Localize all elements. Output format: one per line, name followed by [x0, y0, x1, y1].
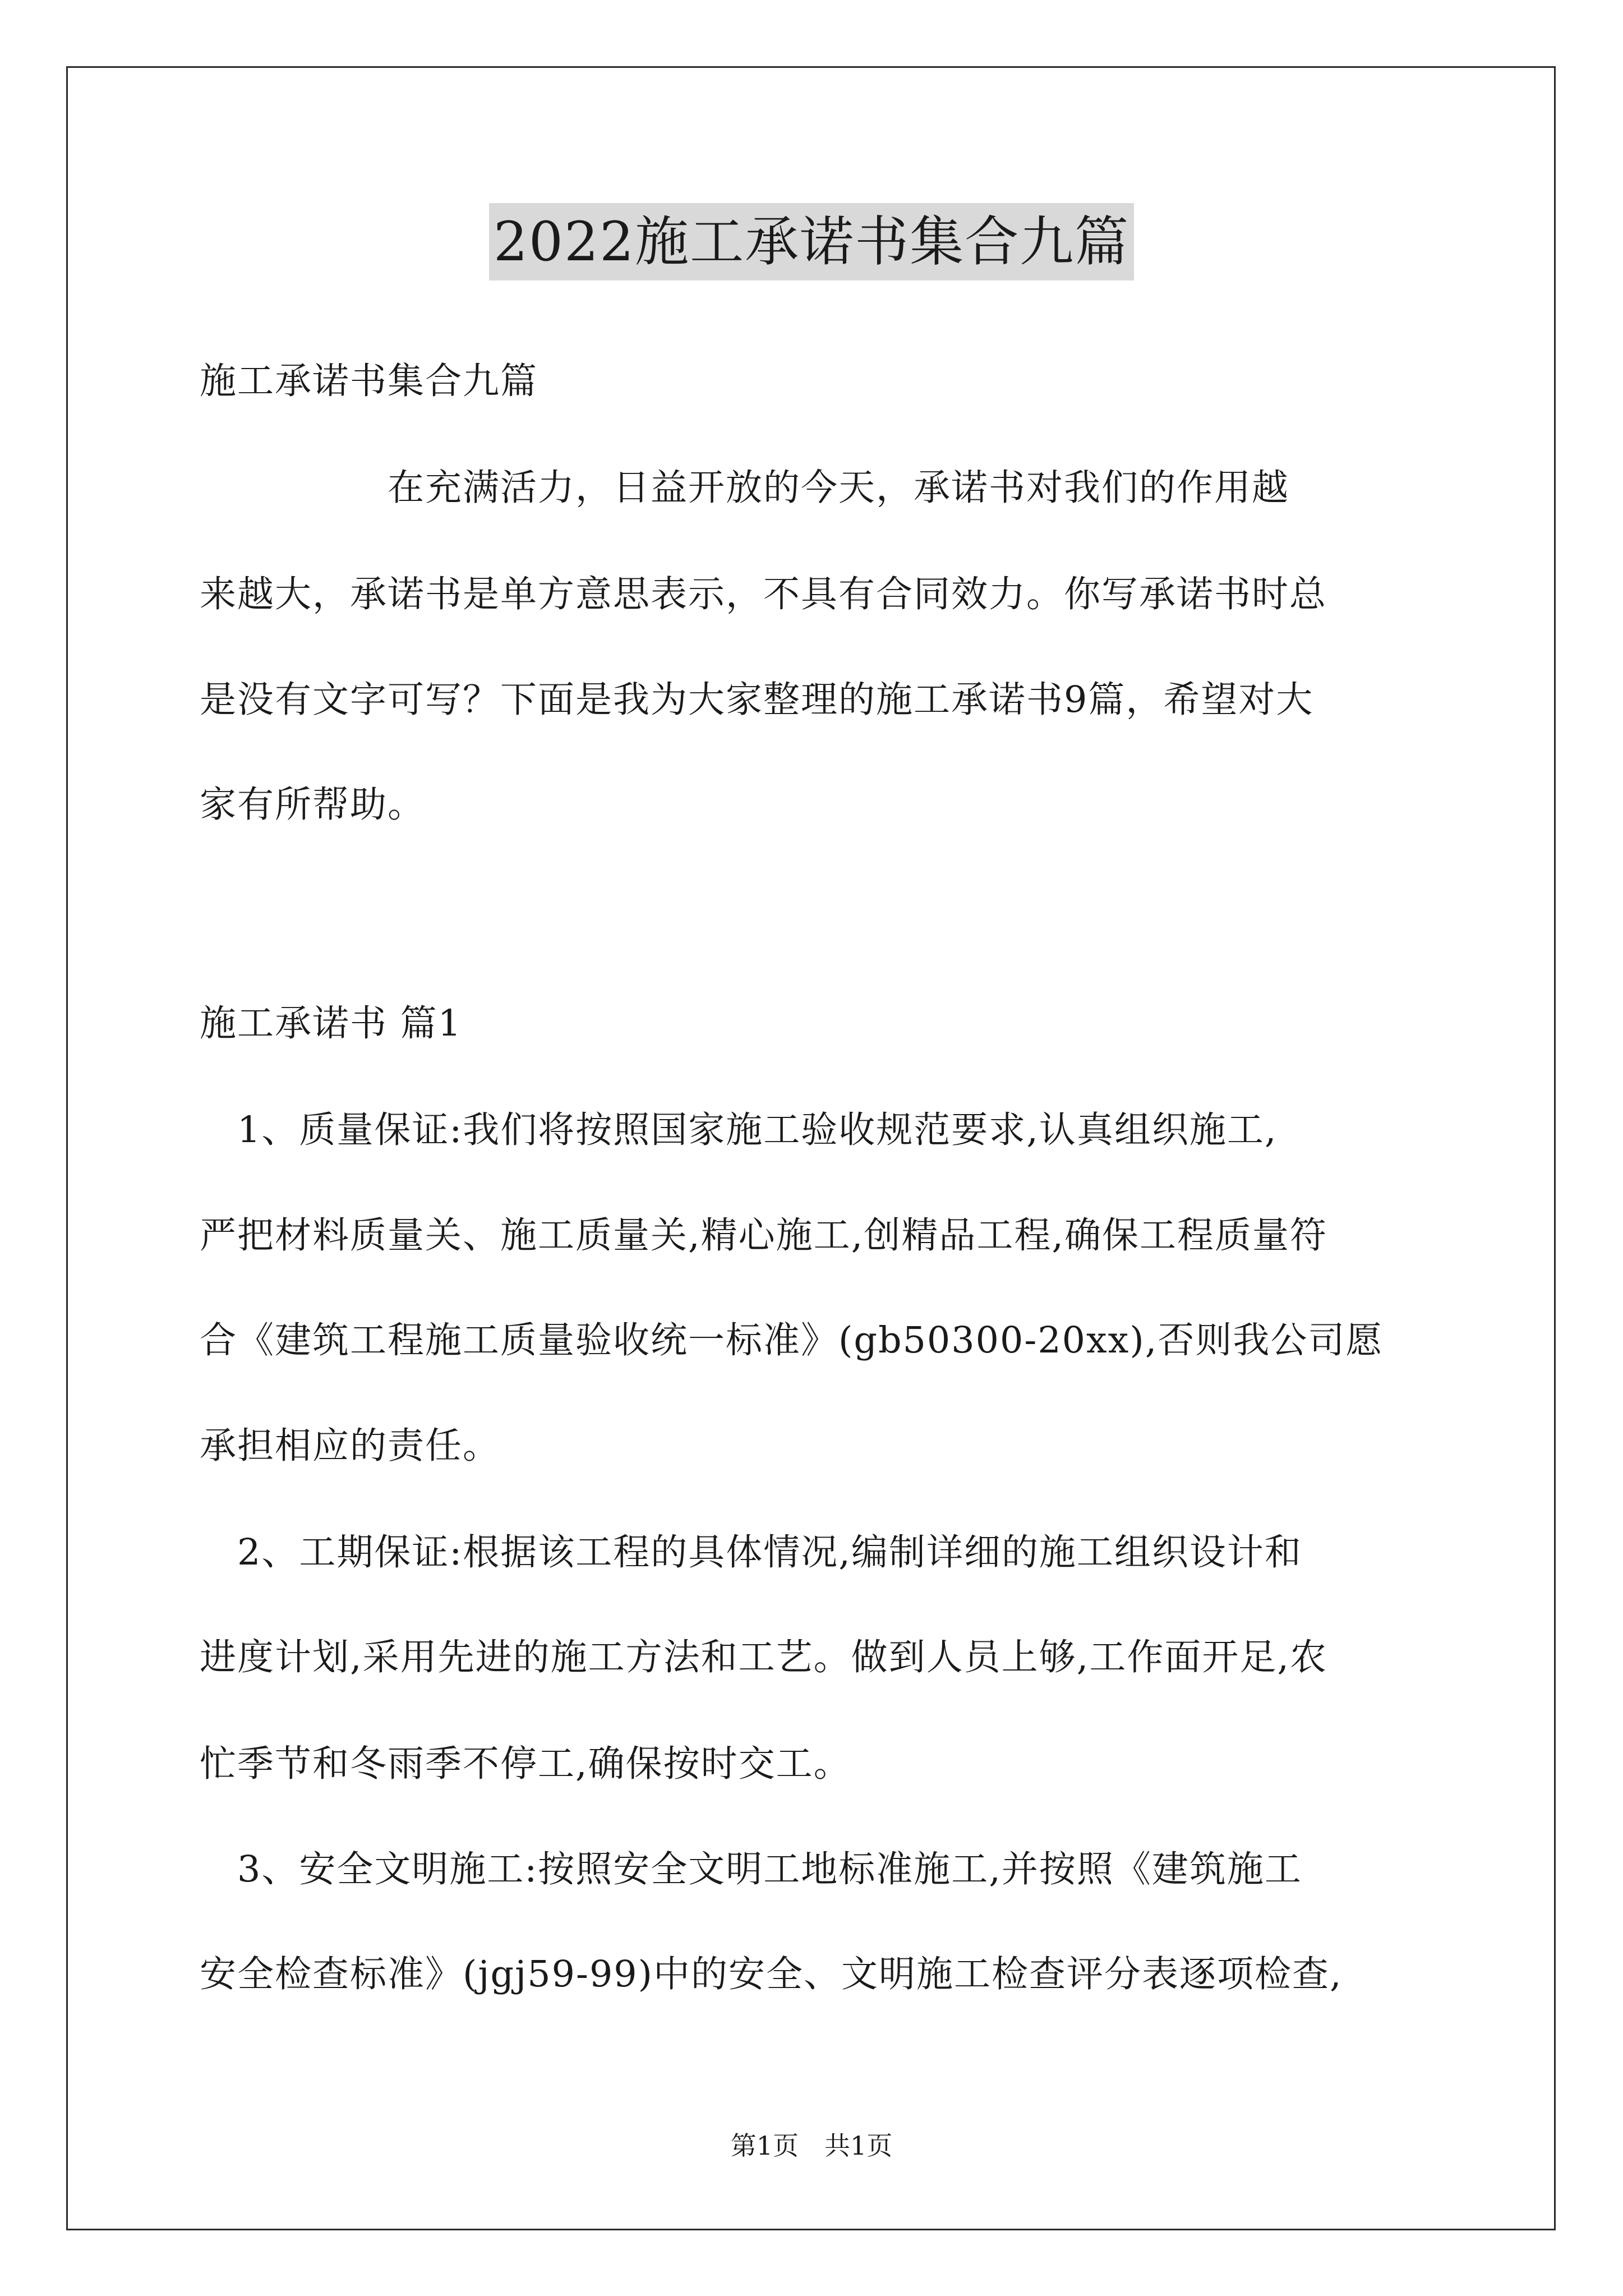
intro-line: 来越大，承诺书是单方意思表示，不具有合同效力。你写承诺书时总 [200, 573, 1327, 615]
paragraph-line: 2、工期保证:根据该工程的具体情况,编制详细的施工组织设计和 [200, 1531, 1302, 1573]
paragraph-line: 合《建筑工程施工质量验收统一标准》(gb50300-20xx),否则我公司愿 [200, 1319, 1384, 1361]
paragraph-line: 安全检查标准》(jgj59-99)中的安全、文明施工检查评分表逐项检查, [200, 1953, 1343, 1995]
intro-line: 在充满活力，日益开放的今天，承诺书对我们的作用越 [200, 467, 1290, 509]
paragraph-line: 忙季节和冬雨季不停工,确保按时交工。 [200, 1743, 851, 1785]
section-heading: 施工承诺书 篇1 [200, 1002, 463, 1045]
document-title: 2022施工承诺书集合九篇 [489, 203, 1134, 280]
document-subtitle: 施工承诺书集合九篇 [200, 360, 538, 402]
paragraph-line: 进度计划,采用先进的施工方法和工艺。做到人员上够,工作面开足,农 [200, 1636, 1327, 1678]
intro-line: 家有所帮助。 [200, 784, 426, 826]
page-footer: 第1页 共1页 [730, 2131, 893, 2161]
paragraph-line: 严把材料质量关、施工质量关,精心施工,创精品工程,确保工程质量符 [200, 1214, 1327, 1257]
paragraph-line: 承担相应的责任。 [200, 1425, 501, 1467]
intro-line: 是没有文字可写？下面是我为大家整理的施工承诺书9篇，希望对大 [200, 679, 1314, 721]
title-container [0, 203, 1623, 280]
paragraph-line: 3、安全文明施工:按照安全文明工地标准施工,并按照《建筑施工 [200, 1848, 1302, 1890]
paragraph-line: 1、质量保证:我们将按照国家施工验收规范要求,认真组织施工, [200, 1109, 1278, 1151]
